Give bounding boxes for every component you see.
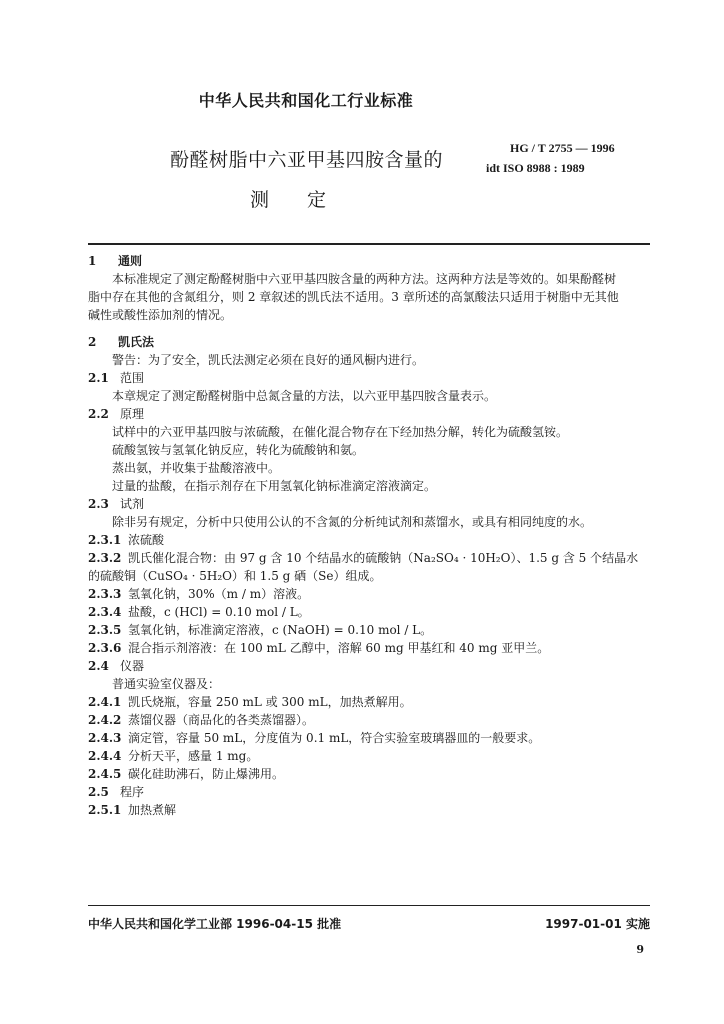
clause-line	[88, 603, 652, 621]
clause-text: 范围	[120, 371, 145, 385]
section-number: 2	[88, 335, 97, 349]
identical-standard: idt ISO 8988 : 1989	[486, 161, 585, 175]
paragraph-line: 警告：为了安全，凯氏法测定必须在良好的通风橱内进行。	[112, 353, 425, 367]
subsection-heading	[88, 495, 652, 513]
paragraph-line: 本标准规定了测定酚醛树脂中六亚甲基四胺含量的两种方法。这两种方法是等效的。如果酚醛树	[112, 272, 617, 286]
clause-number: 2.1	[88, 371, 109, 385]
clause-line	[88, 711, 652, 729]
clause-text: 加热煮解	[128, 803, 177, 817]
clause-number: 2.3	[88, 497, 109, 511]
clause-text: 程序	[120, 785, 145, 799]
clause-line	[88, 693, 652, 711]
clause-text: 凯氏烧瓶，容量 250 mL 或 300 mL，加热煮解用。	[128, 695, 412, 709]
document-body	[88, 252, 652, 819]
clause-line	[88, 765, 652, 783]
clause-text: 凯氏催化混合物：由 97 g 含 10 个结晶水的硫酸钠（Na₂SO₄ · 10H₂O）、1.5 g 含 5 个结晶水	[128, 551, 639, 565]
clause-number: 2.4.3	[88, 731, 122, 745]
clause-line	[88, 585, 652, 603]
page-number: 9	[636, 943, 644, 956]
clause-line	[88, 729, 652, 747]
clause-number: 2.3.1	[88, 533, 122, 547]
clause-text: 仪器	[120, 659, 145, 673]
clause-line	[88, 801, 652, 819]
clause-number: 2.3.3	[88, 587, 122, 601]
paragraph-line: 硫酸氢铵与氢氧化钠反应，转化为硫酸钠和氨。	[112, 443, 365, 457]
clause-text: 混合指示剂溶液：在 100 mL 乙醇中，溶解 60 mg 甲基红和 40 mg 亚甲兰。	[128, 641, 550, 655]
paragraph-continuation: 碱性或酸性添加剂的情况。	[88, 308, 233, 322]
subsection-heading	[88, 657, 652, 675]
paragraph-continuation: 的硫酸铜（CuSO₄ · 5H₂O）和 1.5 g 硒（Se）组成。	[88, 569, 382, 583]
paragraph-line: 除非另有规定，分析中只使用公认的不含氮的分析纯试剂和蒸馏水，或具有相同纯度的水。	[112, 515, 593, 529]
section-number: 1	[88, 254, 97, 268]
clause-text: 试剂	[120, 497, 145, 511]
paragraph-line: 过量的盐酸，在指示剂存在下用氢氧化钠标准滴定溶液滴定。	[112, 479, 437, 493]
title-line-2: 测 定	[250, 189, 327, 211]
clause-number: 2.3.4	[88, 605, 122, 619]
standard-code: HG / T 2755 — 1996	[510, 141, 615, 155]
clause-line	[88, 531, 652, 549]
paragraph-continuation: 脂中存在其他的含氮组分，则 2 章叙述的凯氏法不适用。3 章所述的高氯酸法只适用于树脂中无其他	[88, 290, 619, 304]
header-divider	[88, 243, 650, 245]
section-heading	[88, 252, 652, 270]
title-line-1: 酚醛树脂中六亚甲基四胺含量的	[170, 149, 444, 171]
clause-text: 盐酸，c (HCl) = 0.10 mol / L。	[128, 605, 310, 619]
clause-number: 2.3.6	[88, 641, 122, 655]
clause-number: 2.3.2	[88, 551, 122, 565]
clause-text: 氢氧化钠，30%（m / m）溶液。	[128, 587, 310, 601]
clause-line	[88, 549, 652, 567]
clause-number: 2.4.5	[88, 767, 122, 781]
clause-number: 2.2	[88, 407, 109, 421]
clause-text: 分析天平，感量 1 mg。	[128, 749, 259, 763]
paragraph-line: 蒸出氨，并收集于盐酸溶液中。	[112, 461, 281, 475]
implementation-date: 1997-01-01 实施	[545, 917, 650, 931]
clause-line	[88, 621, 652, 639]
clause-text: 蒸馏仪器（商品化的各类蒸馏器）。	[128, 713, 315, 727]
paragraph-line: 普通实验室仪器及：	[112, 677, 221, 691]
section-title: 通则	[118, 254, 143, 268]
clause-number: 2.3.5	[88, 623, 122, 637]
clause-text: 滴定管，容量 50 mL，分度值为 0.1 mL，符合实验室玻璃器皿的一般要求。	[128, 731, 541, 745]
clause-number: 2.4.4	[88, 749, 122, 763]
paragraph-line: 试样中的六亚甲基四胺与浓硫酸，在催化混合物存在下经加热分解，转化为硫酸氢铵。	[112, 425, 569, 439]
footer-divider	[88, 905, 650, 906]
paragraph-line: 本章规定了测定酚醛树脂中总氮含量的方法，以六亚甲基四胺含量表示。	[112, 389, 497, 403]
clause-number: 2.5.1	[88, 803, 122, 817]
subsection-heading	[88, 783, 652, 801]
clause-text: 原理	[120, 407, 145, 421]
clause-number: 2.5	[88, 785, 109, 799]
clause-number: 2.4	[88, 659, 109, 673]
clause-number: 2.4.2	[88, 713, 122, 727]
clause-line	[88, 747, 652, 765]
approval-note: 中华人民共和国化学工业部 1996-04-15 批准	[88, 917, 342, 931]
subsection-heading	[88, 369, 652, 387]
section-gap	[88, 324, 652, 333]
clause-text: 碳化硅助沸石，防止爆沸用。	[128, 767, 285, 781]
clause-text: 氢氧化钠，标准滴定溶液，c (NaOH) = 0.10 mol / L。	[128, 623, 433, 637]
clause-line	[88, 639, 652, 657]
section-title: 凯氏法	[118, 335, 155, 349]
issuing-organization: 中华人民共和国化工行业标准	[198, 91, 414, 110]
section-heading	[88, 333, 652, 351]
clause-number: 2.4.1	[88, 695, 122, 709]
subsection-heading	[88, 405, 652, 423]
clause-text: 浓硫酸	[128, 533, 165, 547]
